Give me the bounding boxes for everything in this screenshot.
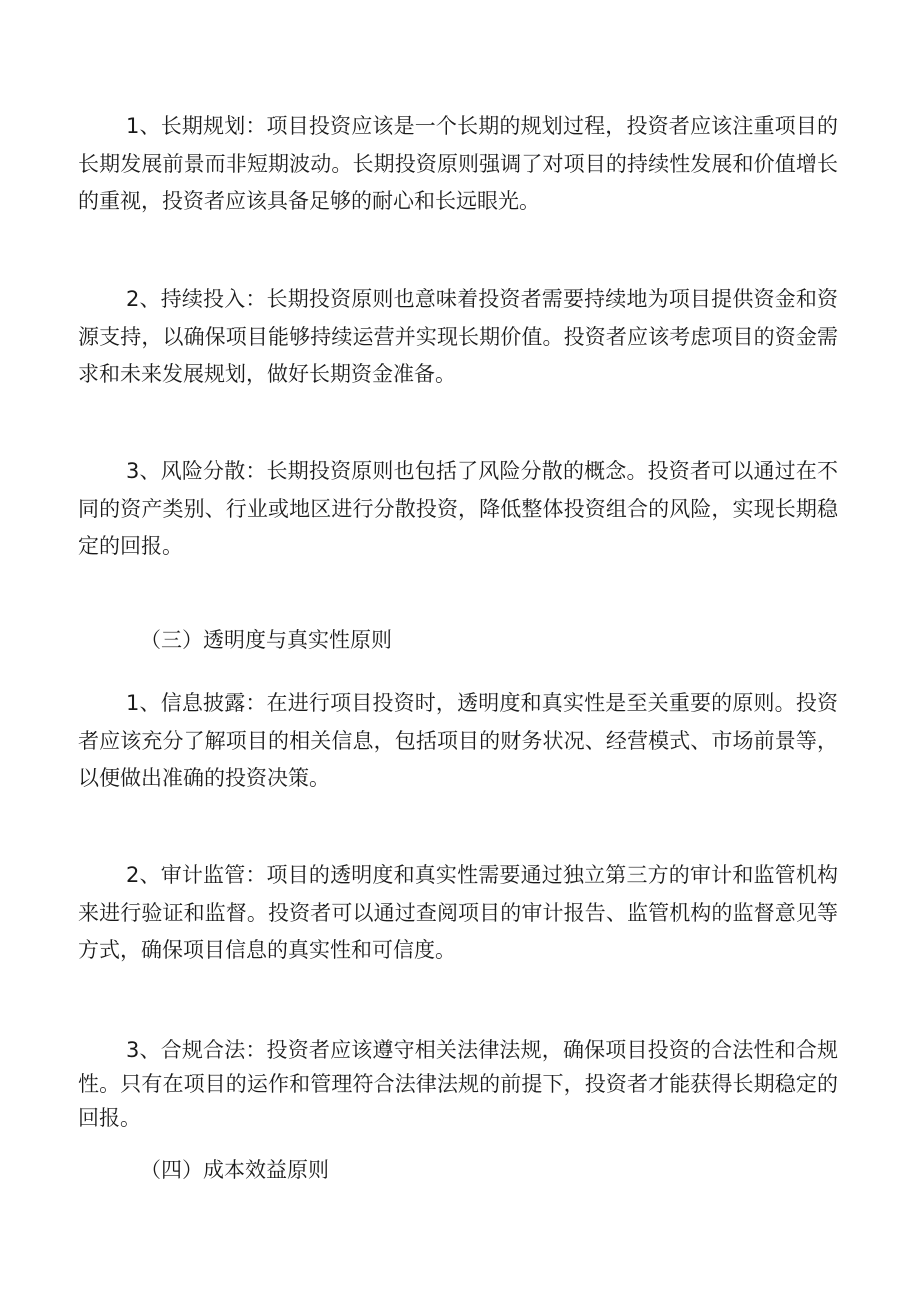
paragraph-text: 2、持续投入：长期投资原则也意味着投资者需要持续地为项目提供资金和资源支持，以确保项目能够持续运营并实现长期价值。投资者应该考虑项目的资金需求和未来发展规划，做好长期资金准备。 <box>78 287 838 386</box>
paragraph-text: 1、长期规划：项目投资应该是一个长期的规划过程，投资者应该注重项目的长期发展前景而非短期波动。长期投资原则强调了对项目的持续性发展和价值增长的重视，投资者应该具备足够的耐心和长远眼光。 <box>78 114 838 213</box>
paragraph-text: 3、合规合法：投资者应该遵守相关法律法规，确保项目投资的合法性和合规性。只有在项目的运作和管理符合法律法规的前提下，投资者才能获得长期稳定的回报。 <box>78 1038 838 1130</box>
paragraph-text: 1、信息披露：在进行项目投资时，透明度和真实性是至关重要的原则。投资者应该充分了解项目的相关信息，包括项目的财务状况、经营模式、市场前景等，以便做出准确的投资决策。 <box>78 691 838 790</box>
paragraph-information-disclosure <box>78 685 838 798</box>
paragraph-risk-diversification <box>78 453 838 566</box>
paragraph-long-term-planning <box>78 108 838 221</box>
section-heading-transparency: （三）透明度与真实性原则 <box>140 628 392 652</box>
paragraph-text: 3、风险分散：长期投资原则也包括了风险分散的概念。投资者可以通过在不同的资产类别、行业或地区进行分散投资，降低整体投资组合的风险，实现长期稳定的回报。 <box>78 459 838 558</box>
paragraph-audit-supervision <box>78 857 838 970</box>
paragraph-text: 2、审计监管：项目的透明度和真实性需要通过独立第三方的审计和监管机构来进行验证和监督。投资者可以通过查阅项目的审计报告、监管机构的监督意见等方式，确保项目信息的真实性和可信度。 <box>78 863 838 962</box>
paragraph-compliance <box>78 1033 838 1135</box>
paragraph-continuous-investment <box>78 281 838 394</box>
section-heading-cost-benefit: （四）成本效益原则 <box>140 1158 329 1182</box>
